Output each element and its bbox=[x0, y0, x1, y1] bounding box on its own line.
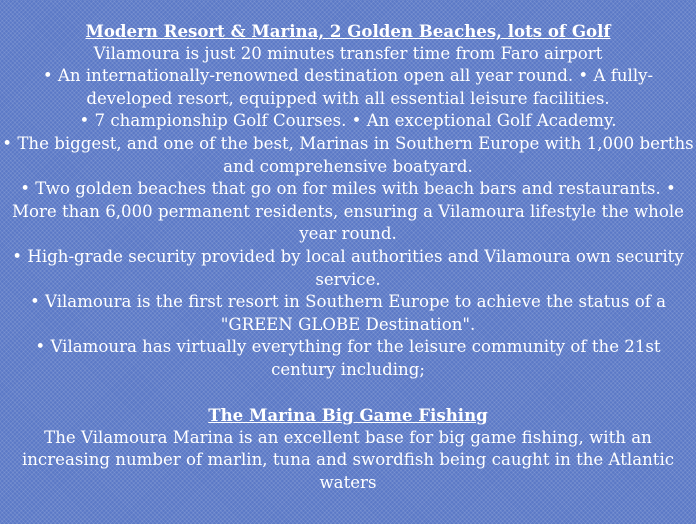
resort-heading: Modern Resort & Marina, 2 Golden Beaches, lots of Golf bbox=[85, 21, 611, 41]
bullet-security: • High-grade security provided by local authorities and Vilamoura own security service. bbox=[12, 246, 684, 289]
bullet-destination: • An internationally-renowned destination open all year round. • A fully-developed resort, equipped with all essential leisure facilities. bbox=[42, 66, 654, 108]
section-spacer bbox=[2, 382, 694, 405]
bullet-green-globe: • Vilamoura is the first resort in Southern Europe to achieve the status of a "GREEN GLOBE Destination". bbox=[29, 292, 667, 334]
fishing-heading: The Marina Big Game Fishing bbox=[208, 405, 488, 426]
bullet-marina: • The biggest, and one of the best, Marinas in Southern Europe with 1,000 berths and comprehensive boatyard. bbox=[2, 133, 694, 176]
bullet-golf: • 7 championship Golf Courses. • An exceptional Golf Academy. bbox=[79, 111, 617, 131]
fishing-body: The Vilamoura Marina is an excellent base for big game fishing, with an increasing number of marlin, tuna and swordfish being caught in the Atlantic waters bbox=[21, 427, 675, 492]
bullet-leisure: • Vilamoura has virtually everything for the leisure community of the 21st century including; bbox=[35, 337, 661, 379]
bullet-beaches: • Two golden beaches that go on for miles with beach bars and restaurants. • More than 6,000 permanent residents, ensuring a Vilamoura lifestyle the whole year round. bbox=[12, 179, 684, 244]
resort-intro: Vilamoura is just 20 minutes transfer time from Faro airport bbox=[93, 43, 603, 63]
